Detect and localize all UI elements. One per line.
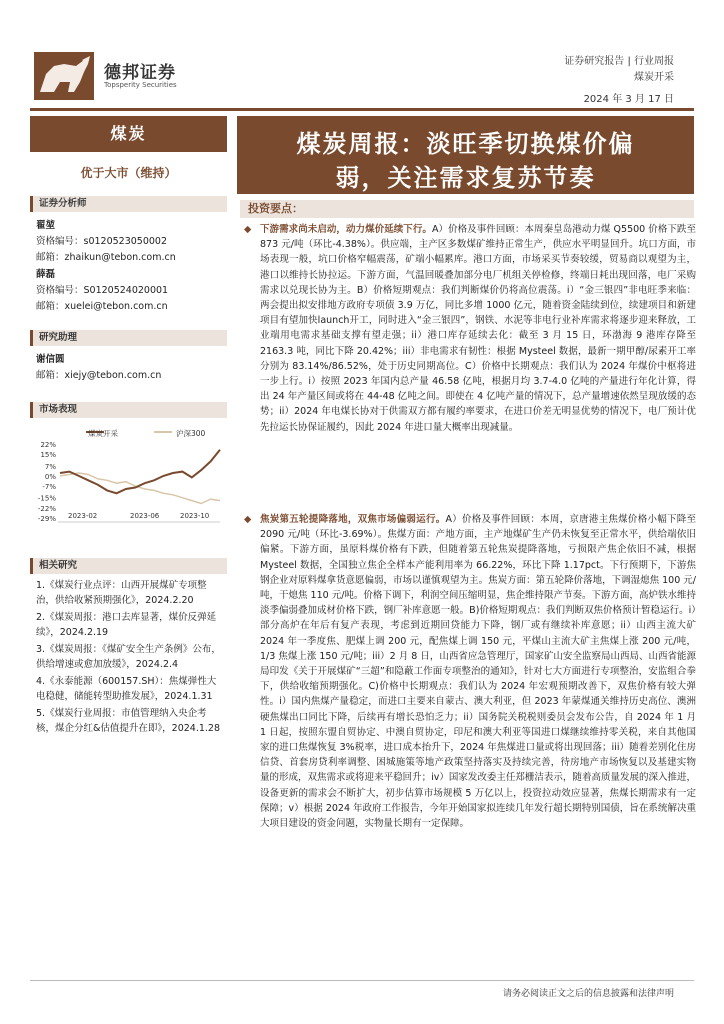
- diamond-bullet-icon: ◆: [244, 514, 252, 525]
- y-tick-label: 0%: [44, 472, 56, 481]
- report-type: 证券研究报告 | 行业周报: [564, 56, 674, 67]
- x-tick-label: 2023-06: [130, 512, 160, 520]
- market-heading: 市场表现: [30, 402, 227, 418]
- p2-headline: 焦炭第五轮提降落地，双焦市场偏弱运行。: [260, 514, 446, 525]
- report-date: 2024 年 3 月 17 日: [583, 94, 674, 105]
- related-item[interactable]: 4.《永泰能源（600157.SH）：焦煤弹性大电稳健，储能转型助推发展》，2024.1.31: [36, 676, 217, 702]
- y-tick-label: -22%: [37, 504, 56, 513]
- y-tick-label: 15%: [40, 451, 56, 460]
- y-tick-label: -15%: [37, 494, 56, 503]
- diamond-bullet-icon: ◆: [244, 224, 252, 235]
- related-heading: 相关研究: [30, 558, 227, 574]
- body-paragraph-1: [242, 222, 696, 435]
- analyst1-email[interactable]: 邮箱：zhaikun@tebon.com.cn: [36, 252, 176, 263]
- related-item[interactable]: 2.《煤炭周报：港口去库显著，煤价反弹延续》，2024.2.19: [36, 612, 217, 638]
- assistant-name: 谢信圆: [36, 354, 65, 365]
- analyst1-name: 翟堃: [36, 220, 56, 231]
- logo-name-cn: 德邦证券: [104, 63, 176, 83]
- related-item[interactable]: 5.《煤炭行业周报：市值管理纳入央企考核，煤企分红&估值提升在即》，2024.1.28: [36, 708, 221, 734]
- p1-headline: 下游需求尚未启动，动力煤价延续下行。: [260, 224, 432, 235]
- bull-logo-icon: [34, 52, 94, 100]
- title-line-1: 煤炭周报：淡旺季切换煤价偏: [296, 130, 635, 158]
- p1-text: A）价格及事件回顾：本周秦皇岛港动力煤 Q5500 价格下跌至 873 元/吨（环比-4.38%）。供应端，主产区多数煤矿维持正常生产，供应水平明显回升。坑口方面，市场表现一般，坑口价格窄幅震荡，矿端小幅累库。港口方面，市场采买节奏较缓，贸易商以观望为主，港口以维持长协拉运。下游方面，气温回暖叠加部分电厂机组关停检修，终端日耗出现回落，电厂采购需求以兑现长协为主。B）价格短期观点：我们判断煤价仍将高位震荡。i）“金三银四”非电旺季来临：两会提出拟安排地方政府专项债 3.9 万亿，同比多增 1000 亿元，随着资金陆续到位，续建项目和新建项目有望加快launch开工，同时进入“金三银四”，钢铁、水泥等非电行业补库需求将逐步迎来释放，工业端用电需求基础支撑有望走强；ii）港口库存延续去化：截至 3 月 15 日，环渤海 9 港库存降至 2163.3 吨，同比下降 20.42%；iii）非电需求有韧性：根据 Mysteel 数据，最新一期甲醇/尿素开工率分别为 83.14%/86.52%，处于历史同期高位。C）价格中长期观点：我们认为 2024 年煤价中枢将进一步上行。i）按照 2023 年国内总产量 46.58 亿吨，根据月均 3.7-4.0 亿吨的产量进行年化计算，得出 24 年产量区间或将在 44-48 亿吨之间。即使在 4 亿吨产量的情况下，总产量增速依然呈现放缓的态势；ii）2024 年电煤长协对于供需双方都有履约率要求，在进口价差无明显优势的情况下，电厂预计优先拉运长协保证履约，因此 2024 年进口量大概率出现减量。: [260, 224, 696, 433]
- legend-hs300: 沪深300: [176, 429, 206, 438]
- y-tick-label: -7%: [42, 483, 56, 492]
- key-points-heading: 投资要点：: [240, 200, 694, 218]
- analyst1-cert: 资格编号：s0120523050002: [36, 236, 168, 247]
- analysts-heading: 证券分析师: [30, 196, 227, 212]
- market-chart: [30, 422, 227, 526]
- assistant-heading: 研究助理: [30, 330, 227, 346]
- related-list: [36, 578, 224, 738]
- p2-text: A）价格及事件回顾：本周，京唐港主焦煤价格小幅下降至 2090 元/吨（环比-3.69%）。焦煤方面：产地方面，主产地煤矿生产仍未恢复至正常水平，供给端依旧偏紧。下游方面，虽原料煤价格有下跌，但随着第五轮焦炭提降落地，亏损限产焦企依旧不减，根据 Mysteel 数据，全国独立焦企全样本产能利用率为 66.22%，环比下降 1.17pct。下行预期下，下游焦钢企业对原料煤拿货意愿偏弱，市场以谨慎观望为主。焦炭方面：第五轮降价落地，下调湿熄焦 100 元/吨，干熄焦 110 元/吨。价格下调下，利润空间压缩明显，焦企维持限产节奏。下游方面，高炉铁水维持淡季偏弱叠加成材价格下跌，钢厂补库意愿一般。B)价格短期观点：我们判断双焦价格预计暂稳运行。i）部分高炉在年后有复产表现，考虑到近期回贷能力下降，钢厂或有继续补库意愿；ii）山西主流大矿 2024 年一季度焦、肥煤上调 200 元，配焦煤上调 150 元，平煤山主流大矿主焦煤上涨 200 元/吨，1/3 焦煤上涨 150 元/吨；iii）2 月 8 日，山西省应急管理厅，国家矿山安全监察局山西局、山西省能源局印发《关于开展煤矿“三超”和隐蔽工作面专项整治的通知》，针对七大方面进行专项整治，安监组合拳下，供给收缩预期强化。C)价格中长期观点：我们认为 2024 年宏观预期改善下，双焦价格有较大弹性。i）国内焦煤产量稳定，而进口主要来自蒙古、澳大利亚，但 2023 年蒙煤通关维持历史高位、澳洲硬焦煤出口同比下降，后续再有增长恐怕乏力；ii）国务院关税税则委员会发布公告，自 2024 年 1 月 1 日起，按照东盟自贸协定、中澳自贸协定，印尼和澳大利亚等国进口煤继续维持零关税，来自其他国家的进口焦煤恢复 3%税率，进口成本抬升下，2024 年焦煤进口量或将出现回落；iii）随着差别化住房信贷、首套房贷利率调整、困城施策等地产政策坚持落实及持续完善，待房地产市场恢复以及基建实物量的形成，双焦需求或将迎来平稳回升；iv）国家发改委主任郑栅洁表示，随着高质量发展的深入推进，设备更新的需求会不断扩大，初步估算市场规模 5 万亿以上，投资拉动效应显著，焦煤长期需求有一定保障；v）根据 2024 年政府工作报告，今年开始国家拟连续几年发行超长期特别国债，旨在系统解决重大项目建设的资金问题，实物量长期有一定保障。: [260, 514, 696, 830]
- y-tick-label: 22%: [40, 441, 56, 449]
- y-tick-label: 7%: [44, 462, 56, 471]
- legend-coal: 煤炭开采: [88, 429, 118, 438]
- sector-banner: 煤炭: [30, 116, 227, 152]
- body-paragraph-2: [242, 512, 696, 831]
- rating: 优于大市（维持）: [80, 166, 177, 180]
- x-tick-label: 2023-10: [180, 512, 210, 520]
- title-line-2: 弱，关注需求复苏节奏: [335, 164, 596, 192]
- assistant-email[interactable]: 邮箱：xiejy@tebon.com.cn: [36, 370, 162, 381]
- analyst2-name: 薛磊: [36, 269, 56, 280]
- x-tick-label: 2023-02: [68, 512, 98, 520]
- company-logo: [34, 52, 94, 100]
- logo-name-en: Topsperity Securities: [104, 81, 177, 89]
- analyst2-email[interactable]: 邮箱：xuelei@tebon.com.cn: [36, 301, 168, 312]
- analyst2-cert: 资格编号：S0120524020001: [36, 285, 169, 296]
- footer-divider: [30, 980, 694, 981]
- y-tick-label: -29%: [37, 515, 56, 523]
- footer-disclaimer: 请务必阅读正文之后的信息披露和法律声明: [502, 989, 674, 999]
- header-divider: [30, 108, 694, 111]
- industry-label: 煤炭开采: [634, 72, 674, 83]
- title-banner: [237, 116, 694, 194]
- related-item[interactable]: 3.《煤炭周报：《煤矿安全生产条例》公布，供给增速或愈加放缓》，2024.2.4: [36, 644, 221, 670]
- related-item[interactable]: 1.《煤炭行业点评：山西开展煤矿专项整治，供给收紧预期强化》，2024.2.20: [36, 580, 207, 606]
